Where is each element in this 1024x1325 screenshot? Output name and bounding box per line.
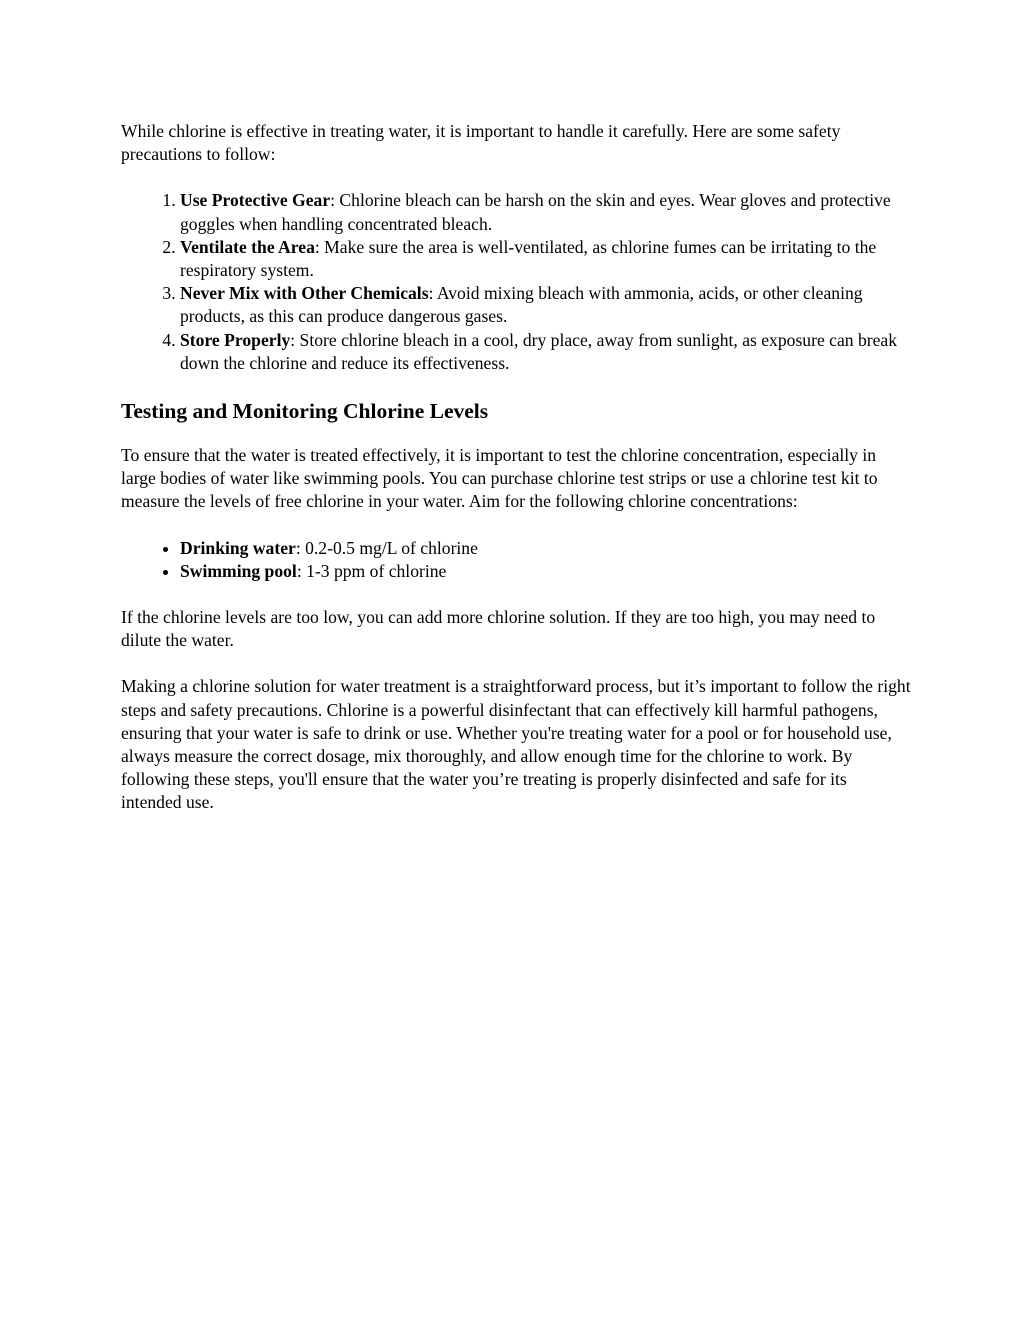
list-item-title: Ventilate the Area [180,236,315,257]
list-item-text: : Store chlorine bleach in a cool, dry place, away from sunlight, as exposure can break down the chlorine and reduce its effectiveness. [180,329,898,373]
list-item-title: Drinking water [180,537,296,558]
testing-paragraph: To ensure that the water is treated effectively, it is important to test the chlorine concentration, especially in large bodies of water like swimming pools. You can purchase chlorine test strips or use a chlorine test kit to measure the levels of free chlorine in your water. Aim for the following chlorine concentrations: [121,445,878,512]
list-item-title: Use Protective Gear [180,190,331,211]
list-item-text: : 1-3 ppm of chlorine [296,560,447,581]
list-item-text: : Make sure the area is well-ventilated, as chlorine fumes can be irritating to the respiratory system. [180,236,877,281]
intro-paragraph: While chlorine is effective in treating water, it is important to handle it carefully. Here are some safety precautions to follow: [121,121,841,165]
list-item [180,236,911,282]
list-item [180,282,911,328]
list-item [180,560,911,583]
levels-paragraph: If the chlorine levels are too low, you can add more chlorine solution. If they are too high, you may need to dilute the water. [121,607,876,651]
list-item [180,189,911,235]
concentrations-list [121,537,911,583]
safety-precautions-list [121,189,911,375]
list-item-title: Swimming pool [180,560,297,581]
list-item-text: : Chlorine bleach can be harsh on the skin and eyes. Wear gloves and protective goggles when handling concentrated bleach. [180,190,891,234]
list-item-title: Store Properly [180,329,291,350]
list-item [180,537,911,560]
list-item-text: : Avoid mixing bleach with ammonia, acids, or other cleaning products, as this can produce dangerous gases. [180,283,863,327]
list-item-text: : 0.2-0.5 mg/L of chlorine [295,537,478,558]
section-heading: Testing and Monitoring Chlorine Levels [121,399,489,424]
conclusion-paragraph: Making a chlorine solution for water treatment is a straightforward process, but it’s important to follow the right steps and safety precautions. Chlorine is a powerful disinfectant that can effectively kill harmful pathogens, ensuring that your water is safe to drink or use. Whether you're treating water for a pool or for household use, always measure the correct dosage, mix thoroughly, and allow enough time for the chlorine to work. By following these steps, you'll ensure that the water you’re treating is properly disinfected and safe for its intended use. [121,676,911,813]
list-item-title: Never Mix with Other Chemicals [180,283,429,304]
document-page [121,120,911,838]
list-item [180,329,911,375]
